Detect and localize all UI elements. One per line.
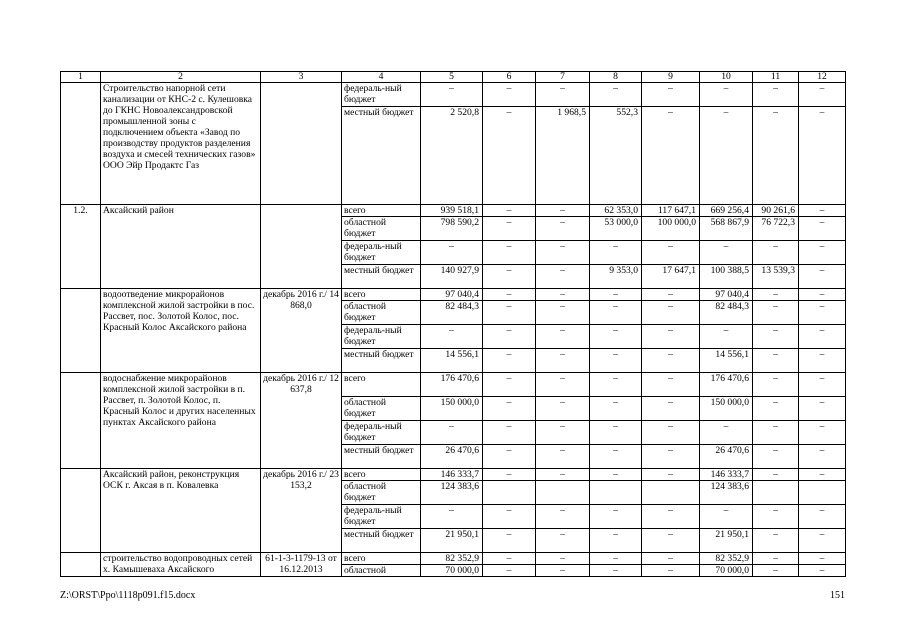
value-cell-col7: – <box>536 421 590 445</box>
value-cell-col9: 17 647,1 <box>642 265 700 289</box>
value-cell-col9: – <box>642 289 700 301</box>
value-cell-col6: – <box>483 349 536 373</box>
value-cell-col7: – <box>536 397 590 421</box>
value-cell-col6: – <box>483 217 536 241</box>
value-cell-col12: – <box>799 529 846 553</box>
value-cell-col6: – <box>483 553 536 565</box>
row-number-cell <box>61 469 101 553</box>
funding-source-cell: федераль-ный бюджет <box>342 83 421 107</box>
deadline-cost-cell: декабрь 2016 г./ 12 637,8 <box>261 373 342 469</box>
value-cell-col10: – <box>700 325 753 349</box>
value-cell-col10: 82 484,3 <box>700 301 753 325</box>
value-cell-col7: – <box>536 373 590 397</box>
funding-source-cell: областной бюджет <box>342 301 421 325</box>
value-cell-col9: 100 000,0 <box>642 217 700 241</box>
funding-source-cell: областной бюджет <box>342 217 421 241</box>
value-cell-col5: 26 470,6 <box>421 445 483 469</box>
funding-source-cell: местный бюджет <box>342 529 421 553</box>
funding-source-cell: местный бюджет <box>342 265 421 289</box>
value-cell-col10: – <box>700 107 753 205</box>
header-cell-7: 7 <box>536 72 590 83</box>
value-cell-col5: 97 040,4 <box>421 289 483 301</box>
value-cell-col11: – <box>753 373 799 397</box>
object-name-cell: Аксайский район <box>101 205 261 289</box>
value-cell-col6: – <box>483 397 536 421</box>
value-cell-col12: – <box>799 241 846 265</box>
value-cell-col6: – <box>483 505 536 529</box>
value-cell-col7: – <box>536 83 590 107</box>
value-cell-col6: – <box>483 107 536 205</box>
value-cell-col7: – <box>536 349 590 373</box>
value-cell-col8: – <box>590 553 642 565</box>
row-number-cell <box>61 289 101 373</box>
object-name-cell: Строительство напорной сети канализации от КНС-2 с. Кулешовка до ГКНС Новоалександровской промышленной зоны с подключением объекта «Завод по производству продуктов разделения воздуха и смесей технических газов» ООО Эйр Продактс Газ <box>101 83 261 205</box>
object-name-cell: Аксайский район, реконструкция ОСК г. Аксая в п. Ковалевка <box>101 469 261 553</box>
value-cell-col7: – <box>536 445 590 469</box>
header-cell-2: 2 <box>101 72 261 83</box>
value-cell-col8: – <box>590 505 642 529</box>
value-cell-col10: – <box>700 83 753 107</box>
value-cell-col10: 176 470,6 <box>700 373 753 397</box>
value-cell-col10: 97 040,4 <box>700 289 753 301</box>
value-cell-col6: – <box>483 289 536 301</box>
value-cell-col5: – <box>421 505 483 529</box>
header-cell-1: 1 <box>61 72 101 83</box>
funding-source-cell: всего <box>342 373 421 397</box>
table-row <box>61 289 846 301</box>
value-cell-col7 <box>536 481 590 505</box>
value-cell-col6: – <box>483 469 536 481</box>
value-cell-col6: – <box>483 565 536 577</box>
deadline-cost-cell <box>261 205 342 289</box>
value-cell-col11: – <box>753 397 799 421</box>
value-cell-col9: – <box>642 107 700 205</box>
deadline-cost-cell: декабрь 2016 г./ 23 153,2 <box>261 469 342 553</box>
value-cell-col9: – <box>642 421 700 445</box>
row-number-cell <box>61 553 101 577</box>
value-cell-col8: – <box>590 289 642 301</box>
value-cell-col6 <box>483 481 536 505</box>
value-cell-col6: – <box>483 373 536 397</box>
value-cell-col5: – <box>421 325 483 349</box>
value-cell-col9: – <box>642 505 700 529</box>
value-cell-col9: – <box>642 529 700 553</box>
value-cell-col12: – <box>799 325 846 349</box>
value-cell-col10: – <box>700 421 753 445</box>
value-cell-col11 <box>753 481 799 505</box>
value-cell-col8: – <box>590 469 642 481</box>
value-cell-col5: 146 333,7 <box>421 469 483 481</box>
value-cell-col9 <box>642 481 700 505</box>
value-cell-col12: – <box>799 349 846 373</box>
value-cell-col12: – <box>799 107 846 205</box>
value-cell-col7: – <box>536 205 590 217</box>
funding-source-cell: местный бюджет <box>342 107 421 205</box>
value-cell-col8: – <box>590 421 642 445</box>
value-cell-col8: – <box>590 325 642 349</box>
value-cell-col11: – <box>753 83 799 107</box>
funding-source-cell: федераль-ный бюджет <box>342 241 421 265</box>
value-cell-col11: – <box>753 301 799 325</box>
value-cell-col10: 146 333,7 <box>700 469 753 481</box>
value-cell-col10: 124 383,6 <box>700 481 753 505</box>
value-cell-col9: – <box>642 349 700 373</box>
value-cell-col11: – <box>753 325 799 349</box>
value-cell-col8: – <box>590 241 642 265</box>
value-cell-col8: 552,3 <box>590 107 642 205</box>
value-cell-col5: 939 518,1 <box>421 205 483 217</box>
value-cell-col8: – <box>590 397 642 421</box>
value-cell-col9: – <box>642 553 700 565</box>
object-name-cell: водоотведение микрорайонов комплексной жилой застройки в пос. Рассвет, пос. Золотой Колос, пос. Красный Колос Аксайского района <box>101 289 261 373</box>
budget-table <box>60 71 846 577</box>
table-row <box>61 83 846 107</box>
value-cell-col8: – <box>590 83 642 107</box>
funding-source-cell: местный бюджет <box>342 445 421 469</box>
funding-source-cell: федераль-ный бюджет <box>342 421 421 445</box>
value-cell-col10: 70 000,0 <box>700 565 753 577</box>
value-cell-col11: – <box>753 107 799 205</box>
value-cell-col8: – <box>590 301 642 325</box>
value-cell-col7: – <box>536 529 590 553</box>
value-cell-col6: – <box>483 445 536 469</box>
value-cell-col12: – <box>799 505 846 529</box>
header-cell-8: 8 <box>590 72 642 83</box>
footer-page-number: 151 <box>830 590 845 601</box>
header-cell-6: 6 <box>483 72 536 83</box>
value-cell-col7: – <box>536 565 590 577</box>
value-cell-col6: – <box>483 265 536 289</box>
funding-source-cell: федераль-ный бюджет <box>342 505 421 529</box>
header-cell-5: 5 <box>421 72 483 83</box>
value-cell-col6: – <box>483 325 536 349</box>
value-cell-col9: 117 647,1 <box>642 205 700 217</box>
funding-source-cell: областной <box>342 565 421 577</box>
header-cell-11: 11 <box>753 72 799 83</box>
value-cell-col11: 90 261,6 <box>753 205 799 217</box>
value-cell-col6: – <box>483 205 536 217</box>
value-cell-col12: – <box>799 289 846 301</box>
value-cell-col5: – <box>421 83 483 107</box>
funding-source-cell: федераль-ный бюджет <box>342 325 421 349</box>
value-cell-col11: – <box>753 553 799 565</box>
header-row <box>61 72 846 83</box>
value-cell-col5: 150 000,0 <box>421 397 483 421</box>
value-cell-col11: – <box>753 505 799 529</box>
value-cell-col7: – <box>536 289 590 301</box>
footer-file-path: Z:\ORST\Ppo\1118p091.f15.docx <box>60 590 196 601</box>
value-cell-col5: 82 352,9 <box>421 553 483 565</box>
header-cell-4: 4 <box>342 72 421 83</box>
value-cell-col12: – <box>799 469 846 481</box>
value-cell-col9: – <box>642 325 700 349</box>
value-cell-col9: – <box>642 565 700 577</box>
value-cell-col11: – <box>753 469 799 481</box>
value-cell-col7: – <box>536 265 590 289</box>
header-cell-10: 10 <box>700 72 753 83</box>
value-cell-col7: – <box>536 301 590 325</box>
row-number-cell: 1.2. <box>61 205 101 289</box>
value-cell-col12: – <box>799 205 846 217</box>
value-cell-col10: 100 388,5 <box>700 265 753 289</box>
value-cell-col11: 76 722,3 <box>753 217 799 241</box>
value-cell-col12: – <box>799 301 846 325</box>
value-cell-col8 <box>590 481 642 505</box>
object-name-cell: водоснабжение микрорайонов комплексной жилой застройки в п. Рассвет, п. Золотой Колос, п. Красный Колос и других населенных пунктах Аксайского района <box>101 373 261 469</box>
value-cell-col11: – <box>753 529 799 553</box>
table-row <box>61 553 846 565</box>
funding-source-cell: областной бюджет <box>342 481 421 505</box>
value-cell-col7: – <box>536 241 590 265</box>
row-number-cell <box>61 83 101 205</box>
value-cell-col5: 21 950,1 <box>421 529 483 553</box>
value-cell-col9: – <box>642 373 700 397</box>
value-cell-col6: – <box>483 83 536 107</box>
value-cell-col9: – <box>642 83 700 107</box>
funding-source-cell: всего <box>342 205 421 217</box>
value-cell-col8: 9 353,0 <box>590 265 642 289</box>
row-number-cell <box>61 373 101 469</box>
funding-source-cell: всего <box>342 469 421 481</box>
value-cell-col12: – <box>799 397 846 421</box>
funding-source-cell: всего <box>342 553 421 565</box>
value-cell-col11: – <box>753 289 799 301</box>
value-cell-col10: 568 867,9 <box>700 217 753 241</box>
value-cell-col6: – <box>483 421 536 445</box>
value-cell-col7: – <box>536 505 590 529</box>
value-cell-col7: – <box>536 217 590 241</box>
value-cell-col8: – <box>590 349 642 373</box>
value-cell-col7: – <box>536 469 590 481</box>
header-cell-3: 3 <box>261 72 342 83</box>
value-cell-col11: – <box>753 565 799 577</box>
value-cell-col5: 2 520,8 <box>421 107 483 205</box>
value-cell-col5: 14 556,1 <box>421 349 483 373</box>
table-row <box>61 469 846 481</box>
value-cell-col12: – <box>799 265 846 289</box>
value-cell-col5: 140 927,9 <box>421 265 483 289</box>
value-cell-col5: 176 470,6 <box>421 373 483 397</box>
value-cell-col10: – <box>700 241 753 265</box>
value-cell-col11: – <box>753 241 799 265</box>
value-cell-col10: 150 000,0 <box>700 397 753 421</box>
value-cell-col10: 21 950,1 <box>700 529 753 553</box>
value-cell-col8: 62 353,0 <box>590 205 642 217</box>
value-cell-col10: 26 470,6 <box>700 445 753 469</box>
deadline-cost-cell: 61-1-3-1179-13 от 16.12.2013 <box>261 553 342 577</box>
value-cell-col8: – <box>590 373 642 397</box>
value-cell-col5: 82 484,3 <box>421 301 483 325</box>
table-row <box>61 205 846 217</box>
value-cell-col5: 70 000,0 <box>421 565 483 577</box>
funding-source-cell: областной бюджет <box>342 397 421 421</box>
value-cell-col10: 669 256,4 <box>700 205 753 217</box>
value-cell-col11: – <box>753 445 799 469</box>
value-cell-col9: – <box>642 397 700 421</box>
value-cell-col12: – <box>799 445 846 469</box>
value-cell-col11: 13 539,3 <box>753 265 799 289</box>
value-cell-col11: – <box>753 349 799 373</box>
value-cell-col12: – <box>799 421 846 445</box>
value-cell-col6: – <box>483 241 536 265</box>
header-cell-12: 12 <box>799 72 846 83</box>
funding-source-cell: всего <box>342 289 421 301</box>
value-cell-col8: – <box>590 529 642 553</box>
deadline-cost-cell <box>261 83 342 205</box>
value-cell-col9: – <box>642 301 700 325</box>
deadline-cost-cell: декабрь 2016 г./ 14 868,0 <box>261 289 342 373</box>
value-cell-col6: – <box>483 529 536 553</box>
table-row <box>61 373 846 397</box>
value-cell-col8: 53 000,0 <box>590 217 642 241</box>
funding-source-cell: местный бюджет <box>342 349 421 373</box>
value-cell-col7: – <box>536 553 590 565</box>
value-cell-col10: 14 556,1 <box>700 349 753 373</box>
value-cell-col12 <box>799 481 846 505</box>
value-cell-col9: – <box>642 469 700 481</box>
value-cell-col5: 798 590,2 <box>421 217 483 241</box>
object-name-cell: строительство водопроводных сетей х. Камышеваха Аксайского <box>101 553 261 577</box>
value-cell-col12: – <box>799 565 846 577</box>
header-cell-9: 9 <box>642 72 700 83</box>
value-cell-col12: – <box>799 83 846 107</box>
value-cell-col8: – <box>590 445 642 469</box>
value-cell-col5: 124 383,6 <box>421 481 483 505</box>
value-cell-col8: – <box>590 565 642 577</box>
value-cell-col9: – <box>642 241 700 265</box>
value-cell-col5: – <box>421 421 483 445</box>
value-cell-col7: – <box>536 325 590 349</box>
value-cell-col10: – <box>700 505 753 529</box>
value-cell-col12: – <box>799 217 846 241</box>
value-cell-col12: – <box>799 373 846 397</box>
value-cell-col9: – <box>642 445 700 469</box>
value-cell-col11: – <box>753 421 799 445</box>
value-cell-col5: – <box>421 241 483 265</box>
value-cell-col6: – <box>483 301 536 325</box>
value-cell-col10: 82 352,9 <box>700 553 753 565</box>
value-cell-col7: 1 968,5 <box>536 107 590 205</box>
value-cell-col12: – <box>799 553 846 565</box>
